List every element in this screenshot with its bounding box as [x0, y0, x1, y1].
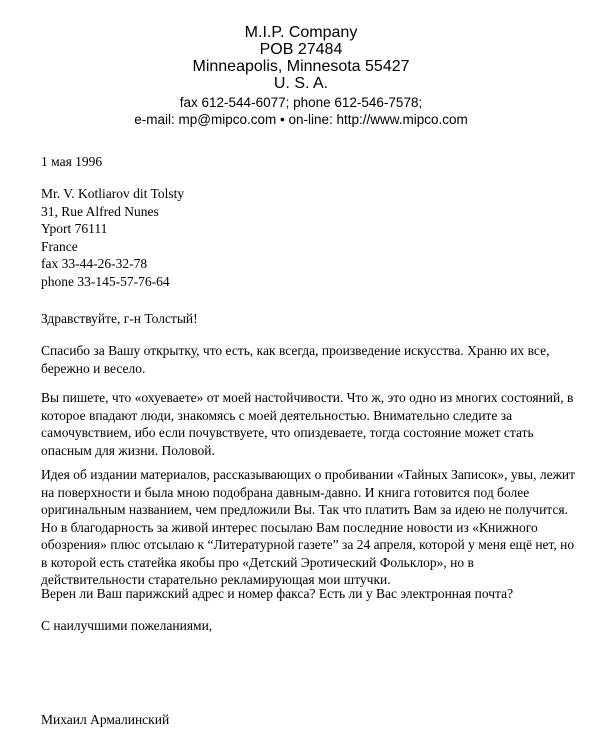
company-city: Minneapolis, Minnesota 55427 [192, 58, 410, 75]
recipient-city: Yport 76111 [41, 221, 108, 237]
recipient-address [41, 185, 581, 291]
paragraph-thanks: Спасибо за Вашу открытку, что есть, как всегда, произведение искусства. Храню их все, бережно и весело. [41, 343, 550, 376]
recipient-fax: fax 33-44-26-32-78 [41, 256, 148, 272]
company-email-web: e-mail: mp@mipco.com • on-line: http://www.mipco.com [134, 112, 468, 127]
company-name: M.I.P. Company [244, 24, 358, 41]
letterhead [0, 24, 602, 128]
recipient-street: 31, Rue Alfred Nunes [41, 203, 159, 219]
closing: С наилучшими пожеланиями, [41, 618, 213, 633]
greeting: Здравствуйте, г-н Толстый! [41, 311, 198, 326]
company-pob: POB 27484 [259, 41, 343, 58]
recipient-name: Mr. V. Kotliarov dit Tolsty [41, 186, 185, 201]
paragraph-question: Верен ли Ваш парижский адрес и номер факса? Есть ли у Вас электронная почта? [41, 586, 514, 601]
paragraph-persistence: Вы пишете, что «охуеваете» от моей настойчивости. Что ж, это одно из многих состояний, в которое впадают люди, знакомясь с моей деятельностью. Внимательно следите за самочувствием, ибо если почувствуете, что опиздеваете, тогда состояние может стать опасным для жизни. Половой. [41, 390, 574, 458]
company-phone-fax: fax 612-544-6077; phone 612-546-7578; [179, 95, 423, 110]
recipient-phone: phone 33-145-57-76-64 [41, 273, 170, 289]
recipient-country: France [41, 238, 78, 254]
company-country: U. S. A. [273, 75, 329, 92]
paragraph-book-idea: Идея об издании материалов, рассказывающих о пробивании «Тайных Записок», увы, лежит на поверхности и была мною подобрана давным-давно. И книга готовится под более оригинальным названием, чем предложили Вы. Так что платить Вам за идею не получится. Но в благодарность за живой интерес посылаю Вам последние новости из «Книжного обозрения» плюс отсылаю к “Литературной газете” за 24 апреля, которой у меня ещё нет, но в которой есть статейка якобы про «Детский Эротический Фольклор», но в действительности старательно рекламирующая мои штучки. [41, 467, 576, 587]
signature: Михаил Армалинский [41, 712, 170, 727]
letter-date: 1 мая 1996 [41, 154, 103, 169]
